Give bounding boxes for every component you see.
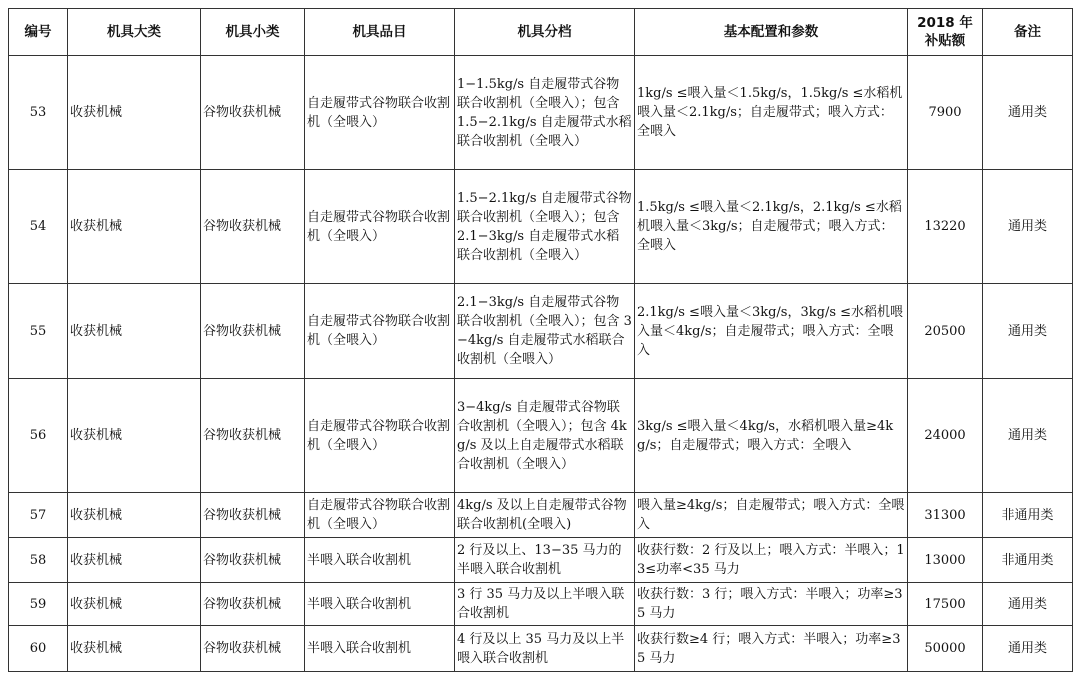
cell-item: 自走履带式谷物联合收割机（全喂入） — [305, 56, 455, 170]
cell-note: 通用类 — [983, 170, 1073, 284]
cell-config: 2.1kg/s ≤喂入量＜3kg/s，3kg/s ≤水稻机喂入量＜4kg/s；自走履带式；喂入方式：全喂入 — [635, 284, 908, 379]
cell-grade: 1−1.5kg/s 自走履带式谷物联合收割机（全喂入）；包含 1.5−2.1kg/s 自走履带式水稻联合收割机（全喂入） — [455, 56, 635, 170]
table-row — [9, 583, 1073, 626]
cell-major: 收获机械 — [68, 538, 201, 583]
cell-no: 60 — [9, 626, 68, 672]
cell-subsidy: 24000 — [908, 379, 983, 493]
subsidy-table — [8, 8, 1073, 672]
cell-minor: 谷物收获机械 — [201, 583, 305, 626]
cell-config: 收获行数≥4 行；喂入方式：半喂入；功率≥35 马力 — [635, 626, 908, 672]
cell-config: 喂入量≥4kg/s；自走履带式；喂入方式：全喂入 — [635, 493, 908, 538]
cell-subsidy: 7900 — [908, 56, 983, 170]
cell-item: 半喂入联合收割机 — [305, 538, 455, 583]
cell-no: 59 — [9, 583, 68, 626]
cell-config: 收获行数：3 行；喂入方式：半喂入；功率≥35 马力 — [635, 583, 908, 626]
cell-grade: 4kg/s 及以上自走履带式谷物联合收割机(全喂入) — [455, 493, 635, 538]
table-row — [9, 626, 1073, 672]
table-row — [9, 170, 1073, 284]
cell-subsidy: 20500 — [908, 284, 983, 379]
table-row — [9, 538, 1073, 583]
cell-config: 1kg/s ≤喂入量＜1.5kg/s，1.5kg/s ≤水稻机喂入量＜2.1kg/s；自走履带式；喂入方式：全喂入 — [635, 56, 908, 170]
cell-minor: 谷物收获机械 — [201, 538, 305, 583]
cell-major: 收获机械 — [68, 583, 201, 626]
header-major: 机具大类 — [68, 9, 201, 56]
cell-minor: 谷物收获机械 — [201, 284, 305, 379]
header-config: 基本配置和参数 — [635, 9, 908, 56]
cell-major: 收获机械 — [68, 379, 201, 493]
cell-config: 1.5kg/s ≤喂入量＜2.1kg/s，2.1kg/s ≤水稻机喂入量＜3kg/s；自走履带式；喂入方式：全喂入 — [635, 170, 908, 284]
cell-no: 58 — [9, 538, 68, 583]
table-row — [9, 379, 1073, 493]
table-row — [9, 56, 1073, 170]
cell-major: 收获机械 — [68, 284, 201, 379]
cell-subsidy: 13220 — [908, 170, 983, 284]
header-minor: 机具小类 — [201, 9, 305, 56]
cell-major: 收获机械 — [68, 493, 201, 538]
cell-subsidy: 13000 — [908, 538, 983, 583]
cell-config: 3kg/s ≤喂入量＜4kg/s，水稻机喂入量≥4kg/s；自走履带式；喂入方式：全喂入 — [635, 379, 908, 493]
cell-note: 通用类 — [983, 284, 1073, 379]
cell-item: 自走履带式谷物联合收割机（全喂入） — [305, 379, 455, 493]
cell-config: 收获行数：2 行及以上；喂入方式：半喂入；13≤功率<35 马力 — [635, 538, 908, 583]
header-item: 机具品目 — [305, 9, 455, 56]
cell-note: 通用类 — [983, 56, 1073, 170]
cell-minor: 谷物收获机械 — [201, 170, 305, 284]
cell-no: 54 — [9, 170, 68, 284]
cell-grade: 2 行及以上、13−35 马力的半喂入联合收割机 — [455, 538, 635, 583]
cell-major: 收获机械 — [68, 170, 201, 284]
cell-subsidy: 50000 — [908, 626, 983, 672]
cell-grade: 3 行 35 马力及以上半喂入联合收割机 — [455, 583, 635, 626]
header-grade: 机具分档 — [455, 9, 635, 56]
cell-subsidy: 31300 — [908, 493, 983, 538]
cell-major: 收获机械 — [68, 56, 201, 170]
cell-item: 半喂入联合收割机 — [305, 626, 455, 672]
cell-minor: 谷物收获机械 — [201, 56, 305, 170]
cell-minor: 谷物收获机械 — [201, 493, 305, 538]
cell-item: 半喂入联合收割机 — [305, 583, 455, 626]
cell-no: 57 — [9, 493, 68, 538]
cell-grade: 3−4kg/s 自走履带式谷物联合收割机（全喂入）；包含 4kg/s 及以上自走履带式水稻联合收割机（全喂入） — [455, 379, 635, 493]
cell-grade: 1.5−2.1kg/s 自走履带式谷物联合收割机（全喂入）；包含 2.1−3kg/s 自走履带式水稻联合收割机（全喂入） — [455, 170, 635, 284]
cell-no: 53 — [9, 56, 68, 170]
cell-grade: 2.1−3kg/s 自走履带式谷物联合收割机（全喂入）；包含 3−4kg/s 自走履带式水稻联合收割机（全喂入） — [455, 284, 635, 379]
cell-note: 通用类 — [983, 626, 1073, 672]
cell-item: 自走履带式谷物联合收割机（全喂入） — [305, 493, 455, 538]
cell-subsidy: 17500 — [908, 583, 983, 626]
header-row — [9, 9, 1073, 56]
header-subsidy — [908, 9, 983, 56]
cell-note: 通用类 — [983, 583, 1073, 626]
cell-item: 自走履带式谷物联合收割机（全喂入） — [305, 170, 455, 284]
cell-item: 自走履带式谷物联合收割机（全喂入） — [305, 284, 455, 379]
cell-major: 收获机械 — [68, 626, 201, 672]
cell-note: 非通用类 — [983, 493, 1073, 538]
cell-no: 56 — [9, 379, 68, 493]
cell-note: 非通用类 — [983, 538, 1073, 583]
header-no: 编号 — [9, 9, 68, 56]
table-row — [9, 284, 1073, 379]
cell-grade: 4 行及以上 35 马力及以上半喂入联合收割机 — [455, 626, 635, 672]
cell-note: 通用类 — [983, 379, 1073, 493]
table-row — [9, 493, 1073, 538]
cell-minor: 谷物收获机械 — [201, 626, 305, 672]
cell-no: 55 — [9, 284, 68, 379]
cell-minor: 谷物收获机械 — [201, 379, 305, 493]
header-subsidy-year: 2018 年 — [917, 15, 973, 31]
header-note: 备注 — [983, 9, 1073, 56]
header-subsidy-label: 补贴额 — [924, 33, 966, 49]
